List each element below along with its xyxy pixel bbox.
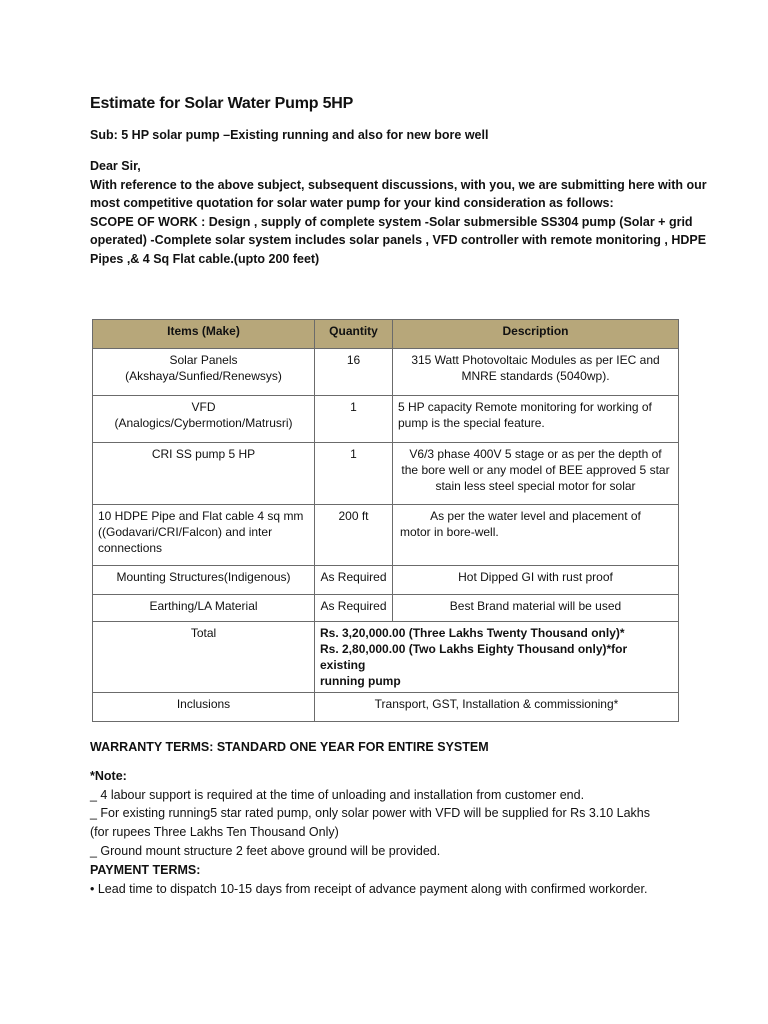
desc-line: the bore well or any model of BEE approved 5 star	[401, 463, 670, 477]
table-row	[93, 349, 679, 396]
description-cell	[393, 443, 679, 505]
estimate-table	[92, 319, 679, 722]
description-cell: Best Brand material will be used	[393, 595, 679, 622]
subject-line: Sub: 5 HP solar pump –Existing running and also for new bore well	[90, 128, 489, 142]
quantity-cell: 16	[315, 349, 393, 396]
item-line: (Akshaya/Sunfied/Renewsys)	[125, 369, 282, 383]
terms-section	[90, 738, 690, 898]
document-title: Estimate for Solar Water Pump 5HP	[90, 95, 354, 112]
item-line: (Analogics/Cybermotion/Matrusri)	[114, 416, 293, 430]
desc-line: motor in bore-well.	[400, 525, 499, 539]
desc-line: MNRE standards (5040wp).	[461, 369, 610, 383]
warranty-terms: WARRANTY TERMS: STANDARD ONE YEAR FOR ENTIRE SYSTEM	[90, 740, 489, 754]
total-line: Rs. 2,80,000.00 (Two Lakhs Eighty Thousand only)*for existing	[320, 642, 628, 672]
total-line: Rs. 3,20,000.00 (Three Lakhs Twenty Thousand only)*	[320, 626, 625, 640]
note-line: _ For existing running5 star rated pump, only solar power with VFD will be supplied for Rs 3.10 Lakhs	[90, 806, 650, 821]
body-line: most competitive quotation for solar water pump for your kind consideration as follows:	[90, 196, 614, 211]
quantity-cell: 1	[315, 396, 393, 443]
table-row	[93, 566, 679, 595]
table-row	[93, 396, 679, 443]
inclusions-label: Inclusions	[93, 693, 315, 722]
quantity-cell: 1	[315, 443, 393, 505]
item-cell	[93, 396, 315, 443]
table-row	[93, 505, 679, 566]
description-cell	[393, 396, 679, 443]
item-line: CRI SS pump 5 HP	[151, 447, 256, 461]
body-line: operated) -Complete solar system includes solar panels , VFD controller with remote monitoring , HDPE	[90, 233, 707, 248]
header-description: Description	[393, 320, 679, 349]
item-cell	[93, 349, 315, 396]
item-cell	[93, 505, 315, 566]
inclusions-value: Transport, GST, Installation & commissioning*	[315, 693, 679, 722]
inclusions-row	[93, 693, 679, 722]
description-cell	[393, 349, 679, 396]
greeting: Dear Sir,	[90, 159, 141, 173]
description-cell: Hot Dipped GI with rust proof	[393, 566, 679, 595]
header-items: Items (Make)	[93, 320, 315, 349]
total-value	[315, 622, 679, 693]
body-line: With reference to the above subject, subsequent discussions, with you, we are submitting here with our	[90, 177, 707, 192]
note-line: _ 4 labour support is required at the time of unloading and installation from customer end.	[90, 787, 585, 802]
table-row	[93, 443, 679, 505]
note-line: _ Ground mount structure 2 feet above ground will be provided.	[90, 843, 441, 858]
item-cell	[93, 443, 315, 505]
item-cell: Mounting Structures(Indigenous)	[93, 566, 315, 595]
item-line: VFD	[191, 400, 216, 414]
desc-line: V6/3 phase 400V 5 stage or as per the depth of	[409, 447, 662, 461]
description-cell	[393, 505, 679, 566]
table-header-row	[93, 320, 679, 349]
payment-line: • Lead time to dispatch 10-15 days from receipt of advance payment along with confirmed workorder.	[90, 881, 648, 896]
total-label: Total	[93, 622, 315, 693]
item-line: ((Godavari/CRI/Falcon) and inter	[98, 525, 273, 539]
item-line: connections	[98, 541, 163, 555]
header-quantity: Quantity	[315, 320, 393, 349]
item-line: 10 HDPE Pipe and Flat cable 4 sq mm	[98, 509, 304, 523]
total-row	[93, 622, 679, 693]
desc-line: As per the water level and placement of	[430, 509, 641, 523]
quantity-cell: 200 ft	[315, 505, 393, 566]
note-heading: *Note:	[90, 768, 127, 783]
item-cell: Earthing/LA Material	[93, 595, 315, 622]
desc-line: 5 HP capacity Remote monitoring for working of	[398, 400, 652, 414]
letter-body	[90, 157, 707, 269]
desc-line: pump is the special feature.	[398, 416, 545, 430]
quantity-cell: As Required	[315, 566, 393, 595]
desc-line: stain less steel special motor for solar	[435, 479, 636, 493]
body-line: SCOPE OF WORK : Design , supply of complete system -Solar submersible SS304 pump (Solar + grid	[90, 214, 693, 229]
item-line: Solar Panels	[169, 353, 238, 367]
desc-line: 315 Watt Photovoltaic Modules as per IEC and	[411, 353, 660, 367]
note-line: (for rupees Three Lakhs Ten Thousand Only)	[90, 825, 339, 840]
total-line: running pump	[320, 674, 401, 688]
table-row	[93, 595, 679, 622]
body-line: Pipes ,& 4 Sq Flat cable.(upto 200 feet)	[90, 251, 320, 266]
quantity-cell: As Required	[315, 595, 393, 622]
payment-heading: PAYMENT TERMS:	[90, 862, 201, 877]
